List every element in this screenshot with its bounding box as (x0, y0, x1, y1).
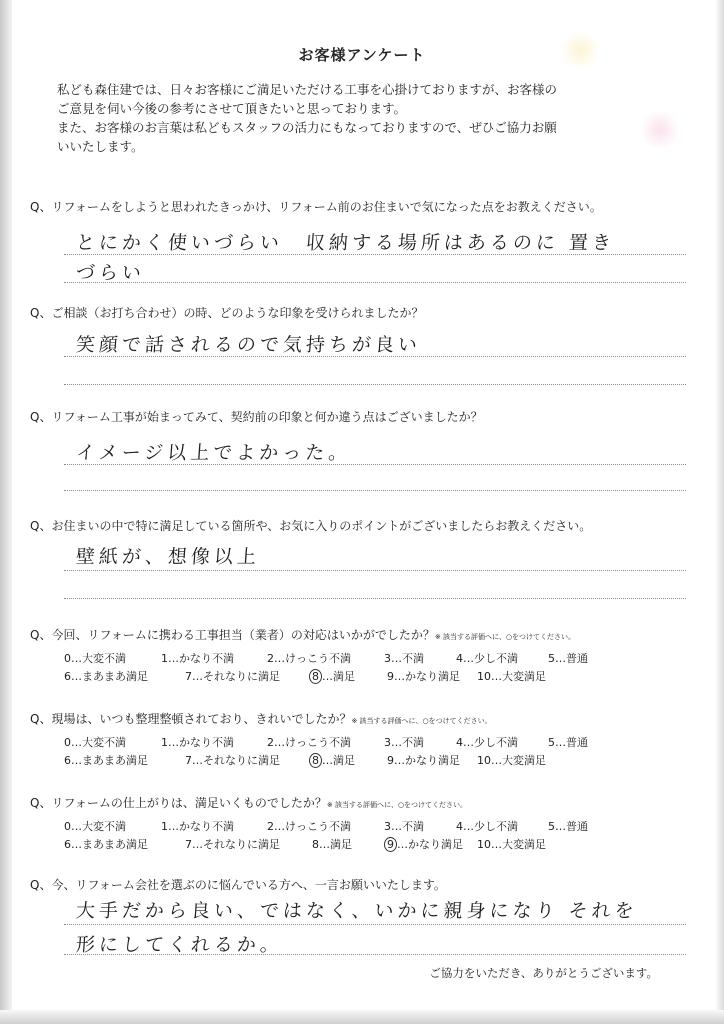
rating-option-label: …まあまあ満足 (71, 838, 148, 851)
rating-option-0[interactable] (64, 818, 126, 834)
rating-option-number: 8 (312, 838, 319, 851)
rating-option-7[interactable] (185, 752, 280, 768)
rating-option-label: …かなり満足 (397, 838, 463, 851)
rating-option-number: 5 (548, 652, 555, 665)
answer-line (64, 282, 686, 283)
answer-line (64, 356, 686, 357)
scan-edge-left (0, 0, 12, 1024)
rating-option-label: …満足 (322, 754, 355, 767)
rating-option-label: …大変不満 (71, 820, 126, 833)
rating-option-2[interactable] (267, 734, 351, 750)
rating-option-number: 3 (384, 820, 391, 833)
rating-option-number: 5 (548, 736, 555, 749)
scan-edge-right (716, 0, 724, 1024)
rating-option-label: …けっこう不満 (274, 736, 351, 749)
rating-option-number: 7 (185, 754, 192, 767)
answer-4-line-1: 壁紙が、想像以上 (75, 546, 261, 568)
answer-line (64, 570, 686, 571)
rating-option-2[interactable] (267, 818, 351, 834)
rating-option-label: …大変満足 (491, 670, 546, 683)
rating-note: ※ 該当する評価へに、○をつけてください。 (434, 633, 576, 641)
rating-option-label: …大変不満 (71, 652, 126, 665)
answer-2-line-1: 笑顔で話されるので気持ちが良い (75, 334, 422, 356)
rating-option-number: 9 (387, 754, 394, 767)
intro-line: また、お客様のお言葉は私どもスタッフの活力にもなっておりますので、ぜひご協力お願 (57, 120, 557, 135)
rating-question-3 (30, 794, 467, 811)
rating-option-3[interactable] (384, 650, 424, 666)
answer-line (64, 254, 686, 255)
rating-option-label: …不満 (391, 736, 424, 749)
rating-option-0[interactable] (64, 734, 126, 750)
rating-option-number: 6 (64, 838, 71, 851)
rating-option-label: …それなりに満足 (192, 838, 280, 851)
question-4: Q、お住まいの中で特に満足している箇所や、お気に入りのポイントがございましたらお教えください。 (30, 519, 592, 533)
rating-option-8[interactable] (312, 668, 355, 684)
intro-line: いいたします。 (57, 139, 144, 154)
rating-option-number: 1 (161, 736, 168, 749)
rating-option-label: …少し不満 (463, 820, 518, 833)
rating-option-number: 4 (456, 736, 463, 749)
rating-option-number: 2 (267, 736, 274, 749)
rating-option-number: 6 (64, 670, 71, 683)
rating-option-label: …かなり不満 (168, 652, 234, 665)
rating-note: ※ 該当する評価へに、○をつけてください。 (351, 717, 492, 725)
rating-option-label: …不満 (391, 820, 424, 833)
rating-option-2[interactable] (267, 650, 351, 666)
rating-option-number: 10 (477, 838, 491, 851)
answer-1-line-1: とにかく使いづらい 収納する場所はあるのに 置き (75, 232, 616, 254)
rating-option-label: …かなり不満 (168, 820, 234, 833)
rating-option-number: 7 (185, 838, 192, 851)
rating-option-number: 9 (387, 670, 394, 683)
rating-option-label: …それなりに満足 (192, 670, 280, 683)
rating-question-2 (30, 710, 492, 727)
rating-option-number: 7 (185, 670, 192, 683)
rating-option-10[interactable] (477, 836, 546, 852)
intro-line: 私ども森住建では、日々お客様にご満足いただける工事を心掛けておりますが、お客様の (57, 82, 558, 97)
answer-5-line-1: 大手だから良い、ではなく、いかに親身になり それを (75, 900, 639, 922)
rating-option-10[interactable] (477, 668, 546, 684)
rating-option-label: …まあまあ満足 (71, 754, 148, 767)
rating-option-label: …けっこう不満 (274, 820, 351, 833)
rating-option-number: 4 (456, 652, 463, 665)
rating-option-8[interactable] (312, 836, 352, 852)
rating-option-5[interactable] (548, 650, 588, 666)
rating-option-label: …それなりに満足 (192, 754, 280, 767)
rating-option-number: 2 (267, 652, 274, 665)
rating-option-9[interactable] (387, 668, 460, 684)
rating-option-number: 1 (161, 652, 168, 665)
rating-option-1[interactable] (161, 734, 234, 750)
intro-text (57, 80, 677, 156)
rating-option-5[interactable] (548, 734, 588, 750)
rating-option-label: …少し不満 (463, 736, 518, 749)
answer-line (64, 954, 686, 955)
rating-question-text: Q、現場は、いつも整理整頓されており、きれいでしたか？ (30, 712, 352, 726)
answer-3-line-1: イメージ以上でよかった。 (75, 442, 353, 464)
rating-option-number: 8 (309, 669, 322, 684)
answer-line (64, 924, 686, 925)
rating-option-label: …かなり満足 (394, 754, 460, 767)
rating-option-label: …普通 (555, 820, 588, 833)
rating-option-label: …かなり不満 (168, 736, 234, 749)
rating-option-number: 3 (384, 652, 391, 665)
answer-1-line-2: づらい (75, 262, 146, 284)
rating-option-label: …満足 (319, 838, 352, 851)
page-title: お客様アンケート (298, 46, 426, 64)
rating-option-number: 10 (477, 670, 491, 683)
rating-option-number: 2 (267, 820, 274, 833)
rating-option-label: …大変不満 (71, 736, 126, 749)
rating-option-label: …少し不満 (463, 652, 518, 665)
rating-option-label: …満足 (322, 670, 355, 683)
rating-option-label: …普通 (555, 736, 588, 749)
rating-option-label: …まあまあ満足 (71, 670, 148, 683)
footer-thanks: ご協力をいただき、ありがとうございます。 (429, 966, 658, 980)
rating-option-9[interactable] (387, 752, 460, 768)
rating-option-number: 5 (548, 820, 555, 833)
intro-line: ご意見を伺い今後の参考にさせて頂きたいと思っております。 (57, 101, 407, 116)
rating-option-6[interactable] (64, 752, 148, 768)
rating-option-number: 0 (64, 820, 71, 833)
rating-option-number: 9 (384, 837, 397, 852)
rating-option-7[interactable] (185, 668, 280, 684)
rating-option-10[interactable] (477, 752, 546, 768)
rating-question-1 (30, 626, 575, 643)
answer-5-line-2: 形にしてくれるか。 (75, 934, 284, 956)
rating-option-0[interactable] (64, 650, 126, 666)
rating-option-1[interactable] (161, 818, 234, 834)
rating-option-3[interactable] (384, 818, 424, 834)
rating-option-number: 3 (384, 736, 391, 749)
question-2: Q、ご相談（お打ち合わせ）の時、どのような印象を受けられましたか？ (30, 306, 424, 320)
rating-option-number: 8 (309, 753, 322, 768)
question-3: Q、リフォーム工事が始まってみて、契約前の印象と何か違う点はございましたか？ (30, 410, 483, 424)
rating-option-8[interactable] (312, 752, 355, 768)
rating-option-6[interactable] (64, 668, 148, 684)
rating-option-label: …不満 (391, 652, 424, 665)
question-5: Q、今、リフォーム会社を選ぶのに悩んでいる方へ、一言お願いいたします。 (30, 878, 446, 892)
rating-option-6[interactable] (64, 836, 148, 852)
rating-option-4[interactable] (456, 734, 518, 750)
rating-option-9[interactable] (387, 836, 463, 852)
rating-note: ※ 該当する評価へに、○をつけてください。 (326, 801, 468, 809)
rating-option-4[interactable] (456, 650, 518, 666)
rating-option-number: 1 (161, 820, 168, 833)
rating-option-label: …大変満足 (491, 754, 546, 767)
answer-line (64, 384, 686, 385)
rating-option-label: …けっこう不満 (274, 652, 351, 665)
answer-line (64, 490, 686, 491)
rating-option-label: …普通 (555, 652, 588, 665)
question-1: Q、リフォームをしようと思われたきっかけ、リフォーム前のお住まいで気になった点をお教えください。 (30, 200, 602, 214)
rating-option-7[interactable] (185, 836, 280, 852)
rating-option-number: 0 (64, 736, 71, 749)
rating-option-4[interactable] (456, 818, 518, 834)
rating-option-label: …かなり満足 (394, 670, 460, 683)
answer-line (64, 464, 686, 465)
answer-line (64, 598, 686, 599)
rating-option-1[interactable] (161, 650, 234, 666)
rating-option-number: 0 (64, 652, 71, 665)
rating-option-5[interactable] (548, 818, 588, 834)
rating-option-label: …大変満足 (491, 838, 546, 851)
rating-option-number: 6 (64, 754, 71, 767)
rating-question-text: Q、リフォームの仕上がりは、満足いくものでしたか？ (30, 796, 327, 810)
scan-edge-bottom (0, 1010, 724, 1024)
rating-question-text: Q、今回、リフォームに携わる工事担当（業者）の対応はいかがでしたか？ (30, 628, 435, 642)
rating-option-3[interactable] (384, 734, 424, 750)
rating-option-number: 4 (456, 820, 463, 833)
rating-option-number: 10 (477, 754, 491, 767)
